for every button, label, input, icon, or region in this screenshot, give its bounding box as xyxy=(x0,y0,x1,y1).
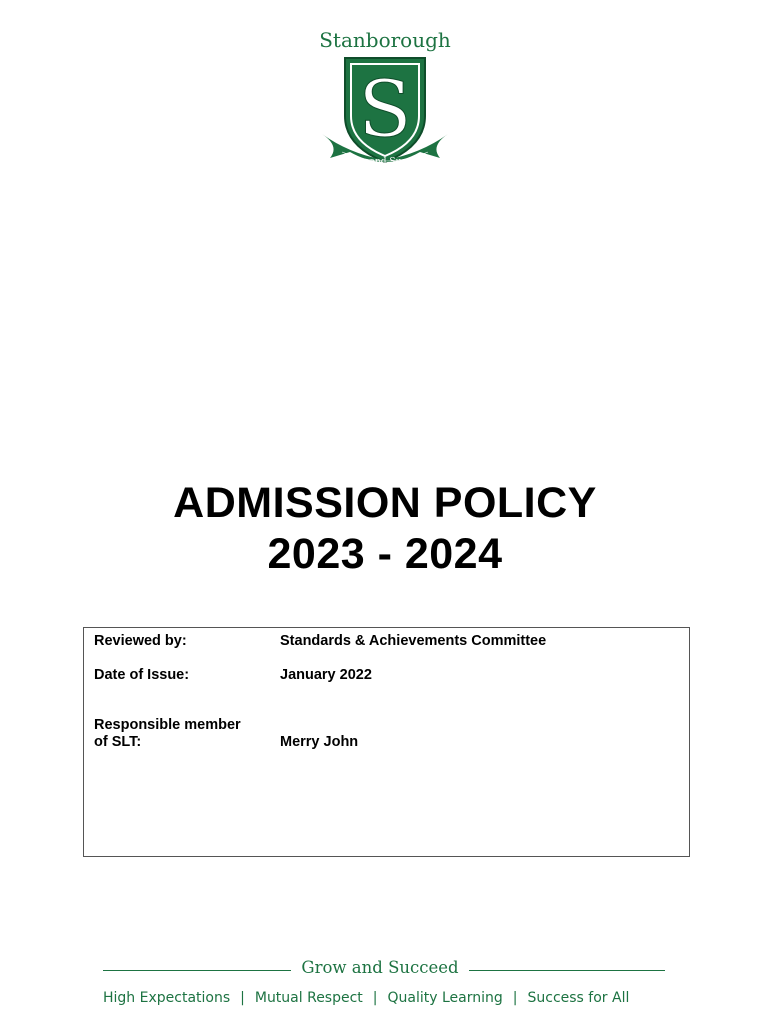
footer-separator: | xyxy=(240,990,245,1006)
document-info-box xyxy=(83,627,690,857)
responsible-member-label-line-2: of SLT: xyxy=(94,734,142,750)
school-logo xyxy=(300,28,470,178)
footer-divider-left xyxy=(103,970,291,971)
reviewed-by-value: Standards & Achievements Committee xyxy=(280,633,547,649)
logo-letter: S xyxy=(358,65,412,155)
logo-ribbon-text: Grow and Succeed xyxy=(342,157,428,167)
date-of-issue-label: Date of Issue: xyxy=(94,667,190,683)
value-success-for-all: Success for All xyxy=(527,990,630,1006)
value-quality-learning: Quality Learning xyxy=(387,990,503,1006)
logo-school-name: Stanborough xyxy=(319,28,451,52)
title-line-2: 2023 - 2024 xyxy=(267,530,503,578)
responsible-member-value: Merry John xyxy=(280,734,359,750)
value-high-expectations: High Expectations xyxy=(103,990,231,1006)
responsible-member-label xyxy=(94,717,274,751)
date-of-issue-value: January 2022 xyxy=(280,667,372,683)
footer-separator: | xyxy=(372,990,378,1006)
title-line-1: ADMISSION POLICY xyxy=(173,479,597,527)
reviewed-by-label: Reviewed by: xyxy=(94,633,187,649)
shield-crest-icon xyxy=(320,54,450,172)
responsible-member-label-line-1: Responsible member xyxy=(94,717,241,733)
footer-motto-text: Grow and Succeed xyxy=(301,958,459,977)
value-mutual-respect: Mutual Respect xyxy=(254,990,363,1006)
document-title xyxy=(0,478,770,580)
footer-values xyxy=(103,990,673,1006)
footer-separator: | xyxy=(512,990,518,1006)
footer-divider-right xyxy=(469,970,665,971)
